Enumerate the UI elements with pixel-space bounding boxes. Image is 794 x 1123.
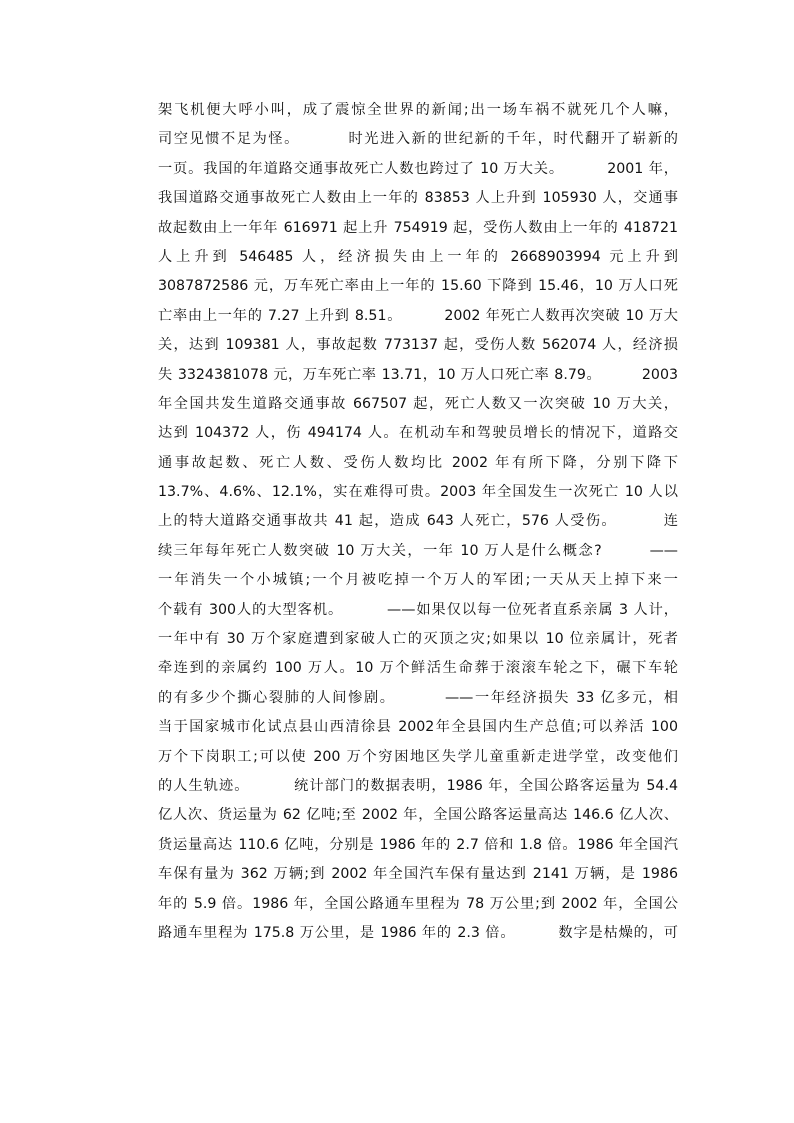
text-line: 司空见惯不足为怪。 时光进入新的世纪新的千年，时代翻开了崭新的 xyxy=(158,131,678,148)
article-body xyxy=(158,96,678,948)
text-line: 一年中有 30 万个家庭遭到家破人亡的灭顶之灾;如果以 10 位亲属计，死者 xyxy=(158,631,678,648)
text-line: 当于国家城市化试点县山西清徐县 2002年全县国内生产总值;可以养活 100 xyxy=(158,719,678,736)
text-line: 失 3324381078 元，万车死亡率 13.71，10 万人口死亡率 8.79。 2003 xyxy=(158,366,678,383)
text-line: 人上升到 546485 人，经济损失由上一年的 2668903994 元上升到 xyxy=(158,248,678,265)
text-line: 故起数由上一年年 616971 起上升 754919 起，受伤人数由上一年的 418721 xyxy=(158,219,678,236)
text-line: 的有多少个撕心裂肺的人间惨剧。 ——一年经济损失 33 亿多元，相 xyxy=(158,689,678,706)
text-line: 续三年每年死亡人数突破 10 万大关，一年 10 万人是什么概念? —— xyxy=(158,542,678,559)
text-line: 万个下岗职工;可以使 200 万个穷困地区失学儿童重新走进学堂，改变他们 xyxy=(158,748,678,765)
text-line: 一年消失一个小城镇;一个月被吃掉一个万人的军团;一天从天上掉下来一 xyxy=(158,572,678,589)
text-line: 的人生轨迹。 统计部门的数据表明，1986 年，全国公路客运量为 54.4 xyxy=(158,777,678,794)
text-line: 车保有量为 362 万辆;到 2002 年全国汽车保有量达到 2141 万辆，是 1986 xyxy=(158,866,678,883)
text-line: 关，达到 109381 人，事故起数 773137 起，受伤人数 562074 人，经济损 xyxy=(158,337,678,354)
text-line: 一页。我国的年道路交通事故死亡人数也跨过了 10 万大关。 2001 年， xyxy=(158,160,678,177)
text-line: 达到 104372 人，伤 494174 人。在机动车和驾驶员增长的情况下，道路交 xyxy=(158,425,678,442)
text-line: 3087872586 元，万车死亡率由上一年的 15.60 下降到 15.46，10 万人口死 xyxy=(158,278,678,295)
text-line: 13.7%、4.6%、12.1%，实在难得可贵。2003 年全国发生一次死亡 10 人以 xyxy=(158,484,678,501)
text-line: 牵连到的亲属约 100 万人。10 万个鲜活生命葬于滚滚车轮之下，碾下车轮 xyxy=(158,660,678,677)
text-line: 亡率由上一年的 7.27 上升到 8.51。 2002 年死亡人数再次突破 10 万大 xyxy=(158,307,678,324)
text-line: 我国道路交通事故死亡人数由上一年的 83853 人上升到 105930 人，交通事 xyxy=(158,190,678,207)
text-line: 上的特大道路交通事故共 41 起，造成 643 人死亡，576 人受伤。 连 xyxy=(158,513,678,530)
text-line: 架飞机便大呼小叫，成了震惊全世界的新闻;出一场车祸不就死几个人嘛， xyxy=(158,102,678,118)
text-line: 年的 5.9 倍。1986 年，全国公路通车里程为 78 万公里;到 2002 年，全国公 xyxy=(158,895,678,912)
text-line: 年全国共发生道路交通事故 667507 起，死亡人数又一次突破 10 万大关， xyxy=(158,395,678,412)
text-line: 通事故起数、死亡人数、受伤人数均比 2002 年有所下降，分别下降下 xyxy=(158,454,678,471)
text-line: 货运量高达 110.6 亿吨，分别是 1986 年的 2.7 倍和 1.8 倍。1986 年全国汽 xyxy=(158,836,678,853)
text-line: 个载有 300人的大型客机。 ——如果仅以每一位死者直系亲属 3 人计， xyxy=(158,601,678,618)
text-line: 亿人次、货运量为 62 亿吨;至 2002 年，全国公路客运量高达 146.6 亿人次、 xyxy=(158,807,678,824)
text-line: 路通车里程为 175.8 万公里，是 1986 年的 2.3 倍。 数字是枯燥的，可 xyxy=(158,924,678,941)
